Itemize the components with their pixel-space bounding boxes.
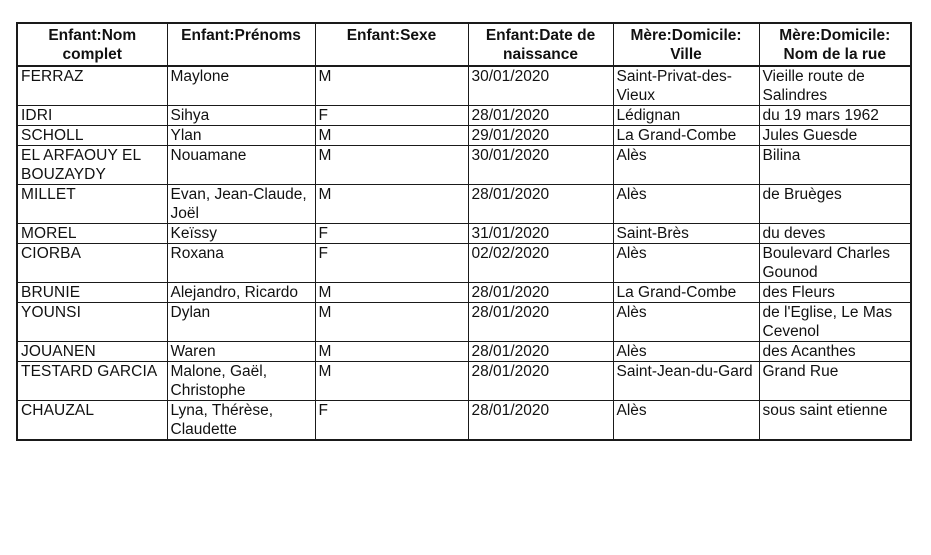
cell-date-naissance: 30/01/2020 [468, 146, 613, 185]
cell-date-naissance: 28/01/2020 [468, 283, 613, 303]
cell-prenoms: Nouamane [167, 146, 315, 185]
cell-sexe: M [315, 66, 468, 106]
cell-rue: Bilina [759, 146, 911, 185]
cell-ville: Saint-Privat-des-Vieux [613, 66, 759, 106]
cell-rue: Boulevard Charles Gounod [759, 244, 911, 283]
cell-ville: Saint-Jean-du-Gard [613, 362, 759, 401]
cell-nom: CIORBA [17, 244, 167, 283]
table-row [17, 342, 911, 362]
cell-ville: Alès [613, 146, 759, 185]
cell-ville: Alès [613, 303, 759, 342]
header-prenoms: Enfant:Prénoms [167, 23, 315, 66]
cell-nom: SCHOLL [17, 126, 167, 146]
cell-sexe: F [315, 244, 468, 283]
header-ville: Mère:Domicile: Ville [613, 23, 759, 66]
cell-nom: IDRI [17, 106, 167, 126]
table-row [17, 303, 911, 342]
cell-prenoms: Malone, Gaël, Christophe [167, 362, 315, 401]
cell-sexe: M [315, 283, 468, 303]
cell-date-naissance: 28/01/2020 [468, 106, 613, 126]
table-row [17, 283, 911, 303]
cell-rue: des Fleurs [759, 283, 911, 303]
cell-nom: TESTARD GARCIA [17, 362, 167, 401]
cell-rue: des Acanthes [759, 342, 911, 362]
cell-prenoms: Evan, Jean-Claude, Joël [167, 185, 315, 224]
birth-register-table [16, 22, 912, 441]
cell-date-naissance: 29/01/2020 [468, 126, 613, 146]
cell-date-naissance: 02/02/2020 [468, 244, 613, 283]
cell-prenoms: Sihya [167, 106, 315, 126]
cell-date-naissance: 28/01/2020 [468, 401, 613, 441]
cell-sexe: M [315, 342, 468, 362]
table-row [17, 224, 911, 244]
table-row [17, 146, 911, 185]
cell-rue: Vieille route de Salindres [759, 66, 911, 106]
cell-prenoms: Maylone [167, 66, 315, 106]
cell-date-naissance: 28/01/2020 [468, 342, 613, 362]
cell-sexe: F [315, 106, 468, 126]
cell-sexe: M [315, 362, 468, 401]
cell-ville: La Grand-Combe [613, 126, 759, 146]
cell-rue: du deves [759, 224, 911, 244]
cell-prenoms: Lyna, Thérèse, Claudette [167, 401, 315, 441]
table-row [17, 106, 911, 126]
table-row [17, 362, 911, 401]
cell-nom: MILLET [17, 185, 167, 224]
cell-rue: du 19 mars 1962 [759, 106, 911, 126]
header-rue: Mère:Domicile: Nom de la rue [759, 23, 911, 66]
cell-prenoms: Ylan [167, 126, 315, 146]
cell-date-naissance: 28/01/2020 [468, 185, 613, 224]
header-row [17, 23, 911, 66]
cell-date-naissance: 30/01/2020 [468, 66, 613, 106]
cell-nom: JOUANEN [17, 342, 167, 362]
table-row [17, 244, 911, 283]
cell-ville: Alès [613, 185, 759, 224]
cell-sexe: M [315, 185, 468, 224]
cell-ville: Saint-Brès [613, 224, 759, 244]
cell-ville: Lédignan [613, 106, 759, 126]
cell-prenoms: Roxana [167, 244, 315, 283]
cell-nom: FERRAZ [17, 66, 167, 106]
table-row [17, 185, 911, 224]
cell-nom: EL ARFAOUY EL BOUZAYDY [17, 146, 167, 185]
cell-rue: sous saint etienne [759, 401, 911, 441]
table-row [17, 126, 911, 146]
cell-ville: Alès [613, 342, 759, 362]
cell-nom: MOREL [17, 224, 167, 244]
cell-nom: YOUNSI [17, 303, 167, 342]
cell-rue: Jules Guesde [759, 126, 911, 146]
cell-prenoms: Alejandro, Ricardo [167, 283, 315, 303]
cell-rue: de l'Eglise, Le Mas Cevenol [759, 303, 911, 342]
cell-sexe: F [315, 224, 468, 244]
register-sheet [16, 22, 910, 441]
cell-sexe: M [315, 126, 468, 146]
cell-sexe: M [315, 146, 468, 185]
table-row [17, 66, 911, 106]
cell-rue: de Bruèges [759, 185, 911, 224]
cell-nom: BRUNIE [17, 283, 167, 303]
cell-ville: Alès [613, 401, 759, 441]
cell-prenoms: Dylan [167, 303, 315, 342]
cell-nom: CHAUZAL [17, 401, 167, 441]
cell-date-naissance: 28/01/2020 [468, 303, 613, 342]
cell-prenoms: Keïssy [167, 224, 315, 244]
table-body [17, 66, 911, 440]
header-date-naissance: Enfant:Date de naissance [468, 23, 613, 66]
cell-date-naissance: 28/01/2020 [468, 362, 613, 401]
cell-prenoms: Waren [167, 342, 315, 362]
cell-sexe: M [315, 303, 468, 342]
table-row [17, 401, 911, 441]
header-sexe: Enfant:Sexe [315, 23, 468, 66]
cell-sexe: F [315, 401, 468, 441]
cell-rue: Grand Rue [759, 362, 911, 401]
table-header [17, 23, 911, 66]
header-nom-complet: Enfant:Nom complet [17, 23, 167, 66]
cell-date-naissance: 31/01/2020 [468, 224, 613, 244]
cell-ville: Alès [613, 244, 759, 283]
cell-ville: La Grand-Combe [613, 283, 759, 303]
